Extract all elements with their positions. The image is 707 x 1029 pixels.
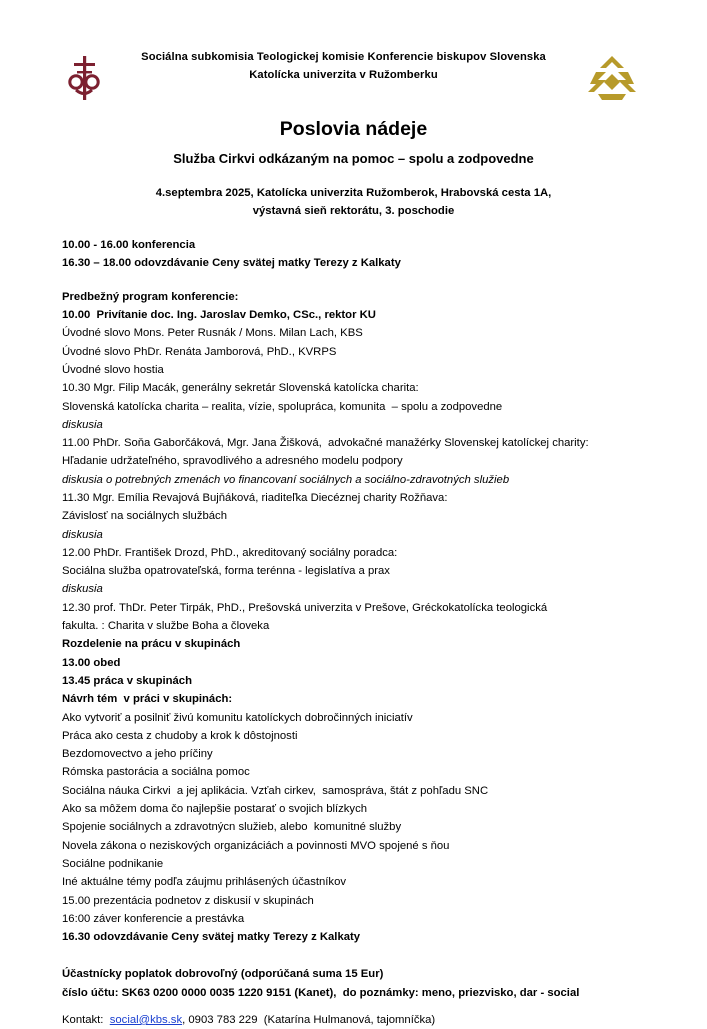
page-title: Poslovia nádeje [279,118,428,140]
program-item: 10.00 Privítanie doc. Ing. Jaroslav Demko, CSc., rektor KU [62,309,376,322]
program-item: diskusia o potrebných zmenách vo financovaní sociálnych a sociálno-zdravotných služieb [62,473,510,486]
program-item: Závislosť na sociálnych službách [62,510,227,523]
program-item: Úvodné slovo Mons. Peter Rusnák / Mons. Milan Lach, KBS [62,327,363,340]
contact-suffix: , 0903 783 229 (Katarína Hulmanová, tajomníčka) [182,1014,436,1026]
venue-line-1: 4.septembra 2025, Katolícka univerzita Ružomberok, Hrabovská cesta 1A, [155,187,552,199]
program-item: diskusia [62,583,103,596]
fee-line-1: Účastnícky poplatok dobrovoľný (odporúčaná suma 15 Eur) [62,968,384,981]
program-item: Práca ako cesta z chudoby a krok k dôstojnosti [62,729,298,742]
program-item: 16.30 odovzdávanie Ceny svätej matky Terezy z Kalkaty [62,931,361,944]
fee-line-2: číslo účtu: SK63 0200 0000 0035 1220 9151 (Kanet), do poznámky: meno, priezvisko, dar - social [62,986,580,999]
spacer [62,273,645,288]
program-item: 11.30 Mgr. Emília Revajová Bujňáková, riaditeľka Diecéznej charity Rožňava: [62,491,448,504]
schedule-summary [62,236,645,273]
program-item: Bezdomovectvo a jeho príčiny [62,748,213,761]
kbs-crest-logo [62,48,108,102]
fee-block [62,965,645,1002]
spacer [62,946,645,965]
program-item: 13.45 práca v skupinách [62,674,192,687]
spacer [62,1002,645,1011]
program-list [62,306,645,946]
program-item: Spojenie sociálnych a zdravotnýcn služieb, alebo komunitné služby [62,821,402,834]
program-item: Slovenská katolícka charita – realita, vízie, spolupráca, komunita – spolu a zodpovedne [62,400,503,413]
program-item: Iné aktuálne témy podľa záujmu prihlásených účastníkov [62,876,346,889]
schedule-summary-item: 10.00 - 16.00 konferencia [62,239,196,252]
venue-block [62,184,645,220]
program-item: Rómska pastorácia a sociálna pomoc [62,766,250,779]
program-item: Rozdelenie na prácu v skupinách [62,638,241,651]
venue-line-2: výstavná sieň rektorátu, 3. poschodie [252,205,455,218]
program-item: Úvodné slovo hostia [62,363,164,376]
program-item: fakulta. : Charita v službe Boha a človeka [62,620,270,633]
program-item: 13.00 obed [62,656,121,669]
program-item: 12.30 prof. ThDr. Peter Tirpák, PhD., Prešovská univerzita v Prešove, Gréckokatolícka teologická [62,601,548,614]
program-item: Hľadanie udržateľného, spravodlivého a adresného modelu podpory [62,455,403,468]
contact-email-link[interactable]: social@kbs.sk [109,1014,183,1026]
program-heading: Predbežný program konferencie: [62,290,239,303]
program-item: 15.00 prezentácia podnetov z diskusií v skupinách [62,894,314,907]
header-line-1: Sociálna subkomisia Teologickej komisie Konferencie biskupov Slovenska [141,51,546,63]
program-item: Návrh tém v práci v skupinách: [62,693,233,706]
header-line-2: Katolícka univerzita v Ružomberku [249,69,438,82]
document-header [62,48,645,102]
contact-line [62,1011,645,1029]
program-item: 11.00 PhDr. Soňa Gaborčáková, Mgr. Jana Žišková, advokačné manažérky Slovenskej katolíckej charity: [62,437,589,450]
program-item: Novela zákona o neziskových organizáciách a povinnosti MVO spojené s ňou [62,839,450,852]
ku-ruzomberok-logo [579,48,645,102]
program-item: 10.30 Mgr. Filip Macák, generálny sekretár Slovenská katolícka charita: [62,382,419,395]
program-item: Sociálna služba opatrovateľská, forma terénna - legislatíva a prax [62,565,390,578]
schedule-summary-item: 16.30 – 18.00 odovzdávanie Ceny svätej matky Terezy z Kalkaty [62,257,401,270]
program-item: diskusia [62,418,103,431]
contact-prefix: Kontakt: [62,1014,110,1026]
program-item: Ako vytvoriť a posilniť živú komunitu katolíckych dobročinných iniciatív [62,711,413,724]
program-item: 16:00 záver konferencie a prestávka [62,912,245,925]
program-item: Sociálne podnikanie [62,857,164,870]
program-item: 12.00 PhDr. František Drozd, PhD., akreditovaný sociálny poradca: [62,546,398,559]
program-item: Sociálna náuka Cirkvi a jej aplikácia. Vzťah cirkev, samospráva, štát z pohľadu SNC [62,784,489,797]
program-item: diskusia [62,528,103,541]
header-institution-text [108,48,579,85]
page-subtitle: Služba Cirkvi odkázaným na pomoc – spolu a zodpovedne [173,151,534,166]
program-item: Ako sa môžem doma čo najlepšie postarať o svojich blízkych [62,803,367,816]
program-item: Úvodné slovo PhDr. Renáta Jamborová, PhD., KVRPS [62,345,337,358]
